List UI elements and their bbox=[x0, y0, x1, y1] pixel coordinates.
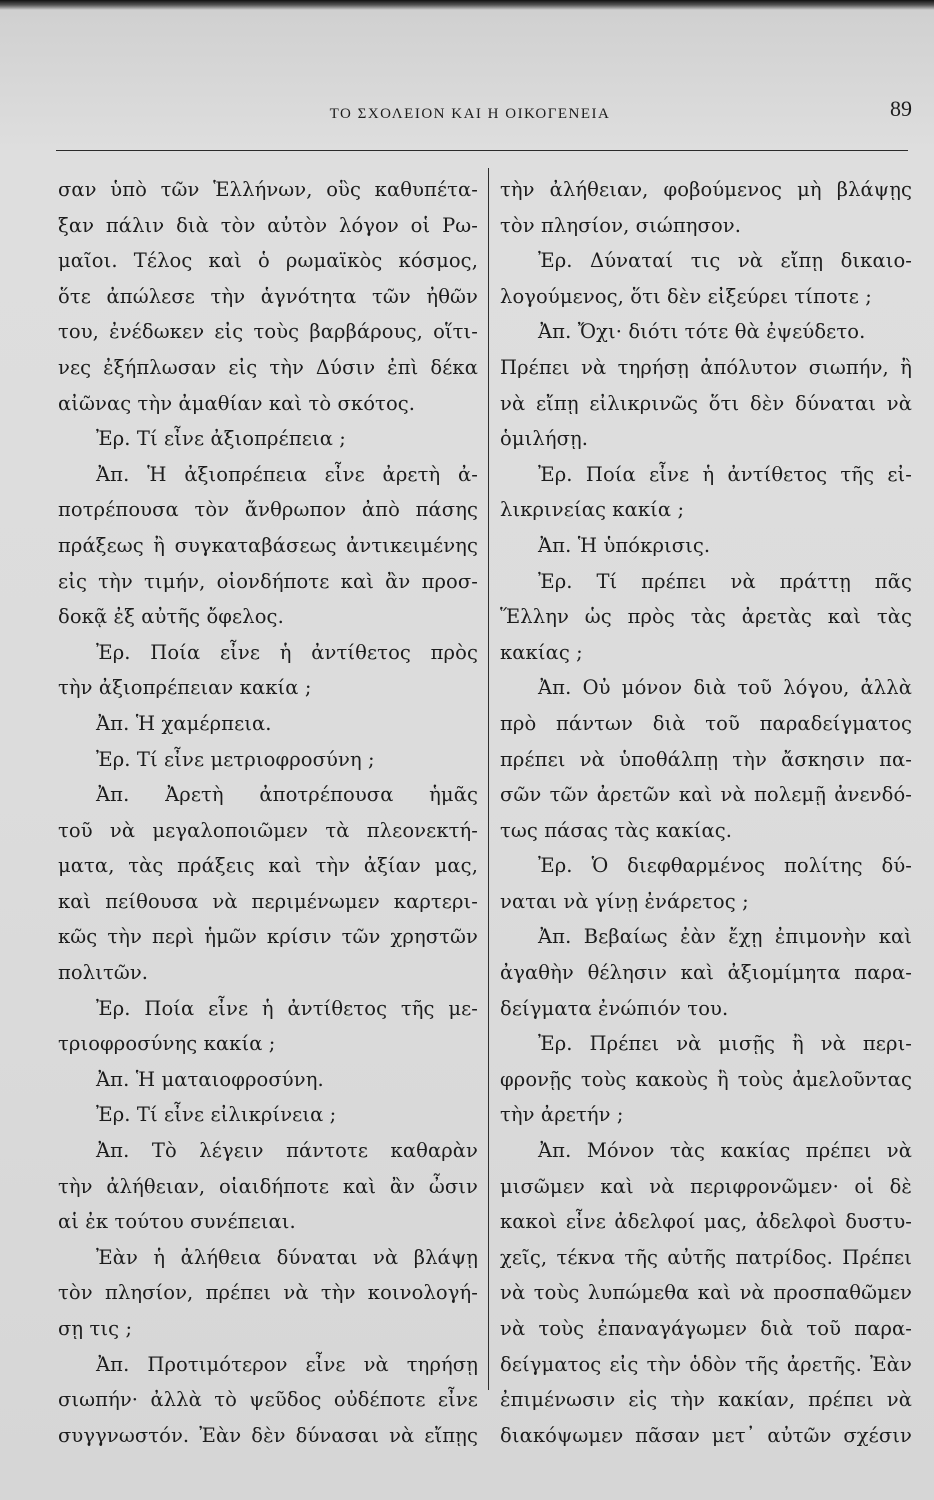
text-line: φρονῇς τοὺς κακοὺς ἢ τοὺς ἀμελοῦντας bbox=[500, 1067, 912, 1091]
text-line: ναται νὰ γίνῃ ἐνάρετος ; bbox=[500, 889, 749, 913]
text-line: Ἐρ. Πρέπει νὰ μισῇς ἢ νὰ περι- bbox=[538, 1032, 912, 1056]
text-line: νὰ τοὺς λυπώμεθα καὶ νὰ προσπαθῶμεν bbox=[500, 1281, 912, 1305]
text-line: κακοὶ εἶνε ἀδελφοί μας, ἀδελφοὶ δυστυ- bbox=[500, 1210, 912, 1234]
text-line: Ἀπ. Οὐ μόνον διὰ τοῦ λόγου, ἀλλὰ bbox=[538, 676, 912, 700]
page-number: 89 bbox=[890, 96, 912, 121]
text-line: χεῖς, τέκνα τῆς αὐτῆς πατρίδος. Πρέπει bbox=[500, 1245, 912, 1269]
text-line: νὰ τοὺς ἐπαναγάγωμεν διὰ τοῦ παρα- bbox=[500, 1317, 912, 1340]
right-text-column bbox=[500, 172, 912, 1453]
text-line: μαῖοι. Τέλος καὶ ὁ ρωμαϊκὸς κόσμος, bbox=[58, 249, 478, 273]
column-divider bbox=[488, 168, 489, 1390]
text-line: δείγματα ἐνώπιόν του. bbox=[500, 996, 729, 1020]
text-line: κῶς τὴν περὶ ἡμῶν κρίσιν τῶν χρηστῶν bbox=[58, 925, 478, 949]
text-line: δείγματος εἰς τὴν ὁδὸν τῆς ἀρετῆς. Ἐὰν bbox=[500, 1352, 912, 1376]
text-line: ἀγαθὴν θέλησιν καὶ ἀξιομίμητα παρα- bbox=[500, 961, 912, 985]
text-line: Ἀπ. Τὸ λέγειν πάντοτε καθαρὰν bbox=[96, 1139, 478, 1163]
text-line: δοκᾷ ἐξ αὐτῆς ὄφελος. bbox=[58, 605, 284, 629]
page-top-edge bbox=[0, 0, 934, 10]
text-line: τὴν ἀρετήν ; bbox=[500, 1103, 624, 1127]
text-line: Ἀπ. Ἀρετὴ ἀποτρέπουσα ἡμᾶς bbox=[96, 783, 478, 807]
text-line: ἐπιμένωσιν εἰς τὴν κακίαν, πρέπει νὰ bbox=[500, 1388, 912, 1412]
text-line: πρὸ πάντων διὰ τοῦ παραδείγματος bbox=[500, 711, 912, 735]
text-line: τως πάσας τὰς κακίας. bbox=[500, 818, 733, 842]
text-line: τοῦ νὰ μεγαλοποιῶμεν τὰ πλεονεκτή- bbox=[58, 818, 478, 842]
text-line: λικρινείας κακία ; bbox=[500, 498, 685, 522]
text-line: συγγνωστόν. Ἐὰν δὲν δύνασαι νὰ εἴπῃς bbox=[58, 1423, 478, 1447]
header-rule bbox=[56, 150, 908, 151]
text-line: Ἐρ. Τί εἶνε εἰλικρίνεια ; bbox=[96, 1103, 337, 1127]
text-line: ξαν πάλιν διὰ τὸν αὐτὸν λόγον οἱ Ρω- bbox=[58, 213, 478, 237]
text-line: τὴν ἀλήθειαν, οἱαιδήποτε καὶ ἂν ὦσιν bbox=[58, 1174, 478, 1198]
text-line: ποτρέπουσα τὸν ἄνθρωπον ἀπὸ πάσης bbox=[58, 498, 478, 522]
text-line: Ἀπ. Ἡ ματαιοφροσύνη. bbox=[96, 1067, 324, 1091]
text-line: ματα, τὰς πράξεις καὶ τὴν ἀξίαν μας, bbox=[58, 854, 478, 878]
text-line: νες ἐξήπλωσαν εἰς τὴν Δύσιν ἐπὶ δέκα bbox=[58, 355, 478, 379]
text-line: καὶ πείθουσα νὰ περιμένωμεν καρτερι- bbox=[58, 889, 478, 913]
text-line: τὴν ἀλήθειαν, φοβούμενος μὴ βλάψῃς bbox=[500, 178, 912, 201]
text-line: Ἐρ. Τί πρέπει νὰ πράττῃ πᾶς bbox=[538, 569, 912, 593]
text-line: σῶν τῶν ἀρετῶν καὶ νὰ πολεμῇ ἀνενδό- bbox=[500, 783, 912, 807]
text-line: μισῶμεν καὶ νὰ περιφρονῶμεν· οἱ δὲ bbox=[500, 1174, 912, 1198]
text-line: σῃ τις ; bbox=[58, 1317, 133, 1340]
text-line: Ἐρ. Τί εἶνε μετριοφροσύνη ; bbox=[96, 747, 375, 771]
running-header-title: ΤΟ ΣΧΟΛΕΙΟΝ ΚΑΙ Η ΟΙΚΟΓΕΝΕΙΑ bbox=[329, 106, 611, 122]
text-line: Ἀπ. Ἡ χαμέρπεια. bbox=[96, 711, 272, 735]
text-line: ὁμιλήσῃ. bbox=[500, 427, 589, 451]
text-line: ὅτε ἀπώλεσε τὴν ἁγνότητα τῶν ἠθῶν bbox=[58, 284, 478, 308]
text-line: τριοφροσύνης κακία ; bbox=[58, 1032, 276, 1056]
text-line: Ἐρ. Ποία εἶνε ἡ ἀντίθετος τῆς με- bbox=[96, 996, 478, 1020]
text-line: Ἐρ. Ποία εἶνε ἡ ἀντίθετος τῆς εἰ- bbox=[538, 462, 912, 486]
left-text-column bbox=[58, 172, 478, 1453]
text-line: αἰῶνας τὴν ἀμαθίαν καὶ τὸ σκότος. bbox=[58, 391, 416, 415]
text-line: τὸν πλησίον, πρέπει νὰ τὴν κοινολογή- bbox=[58, 1281, 478, 1305]
text-line: Πρέπει νὰ τηρήσῃ ἀπόλυτον σιωπήν, ἢ bbox=[500, 355, 912, 379]
text-line: εἰς τὴν τιμήν, οἱονδήποτε καὶ ἂν προσ- bbox=[58, 569, 478, 593]
text-line: Ἐρ. Τί εἶνε ἀξιοπρέπεια ; bbox=[96, 427, 346, 451]
text-line: του, ἐνέδωκεν εἰς τοὺς βαρβάρους, οἵτι- bbox=[58, 320, 478, 344]
text-line: νὰ εἴπῃ εἰλικρινῶς ὅτι δὲν δύναται νὰ bbox=[500, 391, 912, 415]
text-line: Ἐρ. Δύναταί τις νὰ εἴπῃ δικαιο- bbox=[538, 249, 912, 273]
text-line: πρέπει νὰ ὑποθάλπῃ τὴν ἄσκησιν πα- bbox=[500, 747, 912, 771]
text-line: διακόψωμεν πᾶσαν μετ᾽ αὐτῶν σχέσιν bbox=[500, 1423, 912, 1447]
text-line: Ἐρ. Ποία εἶνε ἡ ἀντίθετος πρὸς bbox=[96, 640, 478, 664]
text-line: Ἀπ. Ἡ ἀξιοπρέπεια εἶνε ἀρετὴ ἀ- bbox=[96, 462, 478, 486]
text-line: Ἐὰν ἡ ἀλήθεια δύναται νὰ βλάψῃ bbox=[96, 1245, 478, 1269]
text-line: Ἀπ. Μόνον τὰς κακίας πρέπει νὰ bbox=[538, 1139, 912, 1163]
text-line: Ἀπ. Βεβαίως ἐὰν ἔχῃ ἐπιμονὴν καὶ bbox=[538, 925, 912, 949]
text-line: πράξεως ἢ συγκαταβάσεως ἀντικειμένης bbox=[58, 533, 478, 557]
text-line: κακίας ; bbox=[500, 640, 583, 664]
text-line: Ἕλλην ὡς πρὸς τὰς ἀρετὰς καὶ τὰς bbox=[500, 605, 912, 629]
text-line: πολιτῶν. bbox=[58, 961, 149, 985]
text-line: Ἀπ. Ὄχι· διότι τότε θὰ ἐψεύδετο. bbox=[538, 320, 866, 344]
text-line: Ἀπ. Ἡ ὑπόκρισις. bbox=[538, 533, 711, 557]
text-line: Ἀπ. Προτιμότερον εἶνε νὰ τηρήσῃ bbox=[96, 1352, 478, 1376]
text-line: Ἐρ. Ὁ διεφθαρμένος πολίτης δύ- bbox=[538, 854, 912, 878]
text-line: σιωπήν· ἀλλὰ τὸ ψεῦδος οὐδέποτε εἶνε bbox=[58, 1388, 478, 1412]
text-line: τὸν πλησίον, σιώπησον. bbox=[500, 213, 742, 237]
text-line: αἱ ἐκ τούτου συνέπειαι. bbox=[58, 1210, 296, 1234]
text-line: σαν ὑπὸ τῶν Ἑλλήνων, οὓς καθυπέτα- bbox=[58, 178, 478, 201]
text-line: λογούμενος, ὅτι δὲν εἰξεύρει τίποτε ; bbox=[500, 284, 872, 308]
text-line: τὴν ἀξιοπρέπειαν κακία ; bbox=[58, 676, 312, 700]
